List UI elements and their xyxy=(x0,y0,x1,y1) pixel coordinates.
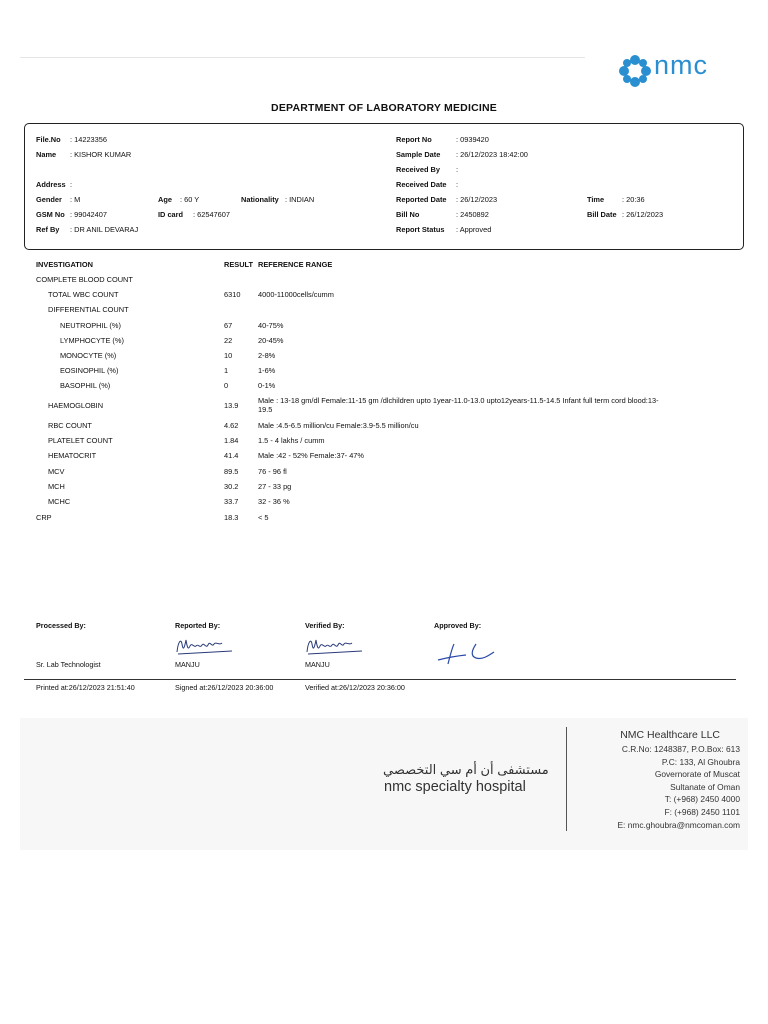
test-reference: 32 - 36 % xyxy=(258,497,290,506)
nationality-label: Nationality xyxy=(241,195,279,204)
name-value: : KISHOR KUMAR xyxy=(70,150,132,159)
test-reference: 27 - 33 pg xyxy=(258,482,292,491)
report-no-value: : 0939420 xyxy=(456,135,489,144)
test-reference: 76 - 96 fl xyxy=(258,467,287,476)
test-name: EOSINOPHIL (%) xyxy=(60,366,119,375)
hospital-name: nmc specialty hospital xyxy=(384,779,526,795)
test-result: 30.2 xyxy=(224,482,239,491)
bill-date-value: : 26/12/2023 xyxy=(622,210,664,219)
received-by-label: Received By xyxy=(396,165,440,174)
test-name: PLATELET COUNT xyxy=(48,436,113,445)
address-block xyxy=(617,743,740,831)
report-no-label: Report No xyxy=(396,135,432,144)
nmc-flower-icon xyxy=(618,54,652,88)
pc-line: P.C: 133, Al Ghoubra xyxy=(661,756,740,767)
received-by-value: : xyxy=(456,165,459,174)
test-reference: 20-45% xyxy=(258,336,284,345)
arabic-hospital-name: مستشفى أن أم سي التخصصي xyxy=(383,762,549,777)
name-label: Name xyxy=(36,150,57,159)
email-line: E: nmc.ghoubra@nmcoman.com xyxy=(617,819,740,830)
approved-by-label: Approved By: xyxy=(434,621,482,630)
address-value: : xyxy=(70,180,73,189)
fax-line: F: (+968) 2450 1101 xyxy=(664,806,740,817)
test-result: 6310 xyxy=(224,290,241,299)
test-name: TOTAL WBC COUNT xyxy=(48,290,119,299)
test-result: 22 xyxy=(224,336,233,345)
test-result: 41.4 xyxy=(224,451,239,460)
footer-divider xyxy=(566,727,567,831)
test-reference: 1.5 - 4 lakhs / cumm xyxy=(258,436,325,445)
signed-at: Signed at:26/12/2023 20:36:00 xyxy=(175,683,274,692)
tel-line: T: (+968) 2450 4000 xyxy=(664,794,740,805)
test-name: MCHC xyxy=(48,497,71,506)
test-reference-continued: 19.5 xyxy=(258,405,273,414)
test-result: 1.84 xyxy=(224,436,239,445)
test-name: MONOCYTE (%) xyxy=(60,351,117,360)
reported-by-value: MANJU xyxy=(175,660,200,669)
test-reference: 0-1% xyxy=(258,381,276,390)
reference-header: REFERENCE RANGE xyxy=(258,260,333,269)
gender-value: : M xyxy=(70,195,81,204)
reported-by-signature xyxy=(174,634,238,658)
country-line: Sultanate of Oman xyxy=(670,781,740,792)
test-reference: Male : 13-18 gm/dl Female:11-15 gm /dlchildren upto 1year-11.0-13.0 upto12years-11.5-14.5 Infant full term cord blood:13- xyxy=(258,396,659,405)
signature-divider xyxy=(24,679,736,680)
file-no-label: File.No xyxy=(36,135,61,144)
test-name: CRP xyxy=(36,513,52,522)
test-name: HEMATOCRIT xyxy=(48,451,97,460)
sample-date-value: : 26/12/2023 18:42:00 xyxy=(456,150,528,159)
test-reference: 4000-11000cells/cumm xyxy=(258,290,334,299)
test-name: DIFFERENTIAL COUNT xyxy=(48,305,129,314)
test-name: BASOPHIL (%) xyxy=(60,381,111,390)
test-reference: 1-6% xyxy=(258,366,276,375)
verified-by-signature xyxy=(304,634,368,658)
test-name: LYMPHOCYTE (%) xyxy=(60,336,124,345)
verified-by-label: Verified By: xyxy=(305,621,345,630)
gsm-label: GSM No xyxy=(36,210,65,219)
test-result: 10 xyxy=(224,351,233,360)
test-reference: 40-75% xyxy=(258,321,284,330)
test-name: COMPLETE BLOOD COUNT xyxy=(36,275,133,284)
received-date-value: : xyxy=(456,180,459,189)
test-name: RBC COUNT xyxy=(48,421,92,430)
test-result: 18.3 xyxy=(224,513,239,522)
file-no-value: : 14223356 xyxy=(70,135,107,144)
test-reference: < 5 xyxy=(258,513,269,522)
received-date-label: Received Date xyxy=(396,180,447,189)
test-name: MCV xyxy=(48,467,65,476)
test-name: HAEMOGLOBIN xyxy=(48,401,104,410)
approved-by-signature xyxy=(436,640,500,666)
refby-label: Ref By xyxy=(36,225,60,234)
test-name: NEUTROPHIL (%) xyxy=(60,321,121,330)
bill-no-value: : 2450892 xyxy=(456,210,489,219)
nmc-logo xyxy=(618,52,728,90)
bill-no-label: Bill No xyxy=(396,210,420,219)
processed-by-label: Processed By: xyxy=(36,621,86,630)
bill-date-label: Bill Date xyxy=(587,210,617,219)
top-divider xyxy=(20,57,585,58)
logo-text: nmc xyxy=(654,50,709,80)
test-result: 67 xyxy=(224,321,233,330)
report-status-value: : Approved xyxy=(456,225,492,234)
test-result: 1 xyxy=(224,366,229,375)
idcard-value: : 62547607 xyxy=(193,210,230,219)
test-result: 0 xyxy=(224,381,229,390)
test-name: MCH xyxy=(48,482,65,491)
age-value: : 60 Y xyxy=(180,195,200,204)
gender-label: Gender xyxy=(36,195,62,204)
result-header: RESULT xyxy=(224,260,254,269)
company-name: NMC Healthcare LLC xyxy=(620,729,720,741)
address-label: Address xyxy=(36,180,66,189)
report-status-label: Report Status xyxy=(396,225,445,234)
test-reference: Male :42 - 52% Female:37- 47% xyxy=(258,451,364,460)
test-result: 89.5 xyxy=(224,467,239,476)
test-reference: Male :4.5-6.5 million/cu Female:3.9-5.5 million/cu xyxy=(258,421,419,430)
time-value: : 20:36 xyxy=(622,195,645,204)
test-reference: 2-8% xyxy=(258,351,276,360)
gsm-value: : 99042407 xyxy=(70,210,107,219)
nationality-value: : INDIAN xyxy=(285,195,315,204)
test-result: 4.62 xyxy=(224,421,239,430)
time-label: Time xyxy=(587,195,605,204)
processed-by-value: Sr. Lab Technologist xyxy=(36,660,101,669)
idcard-label: ID card xyxy=(158,210,184,219)
cr-line: C.R.No: 1248387, P.O.Box: 613 xyxy=(621,744,740,754)
department-title: DEPARTMENT OF LABORATORY MEDICINE xyxy=(271,102,497,114)
reported-date-value: : 26/12/2023 xyxy=(456,195,498,204)
test-result: 13.9 xyxy=(224,401,239,410)
reported-date-label: Reported Date xyxy=(396,195,447,204)
sample-date-label: Sample Date xyxy=(396,150,441,159)
age-label: Age xyxy=(158,195,172,204)
verified-at: Verified at:26/12/2023 20:36:00 xyxy=(305,683,405,692)
reported-by-label: Reported By: xyxy=(175,621,221,630)
governorate-line: Governorate of Muscat xyxy=(654,769,740,780)
printed-at: Printed at:26/12/2023 21:51:40 xyxy=(36,683,135,692)
test-result: 33.7 xyxy=(224,497,239,506)
verified-by-value: MANJU xyxy=(305,660,330,669)
investigation-header: INVESTIGATION xyxy=(36,260,93,269)
refby-value: : DR ANIL DEVARAJ xyxy=(70,225,139,234)
